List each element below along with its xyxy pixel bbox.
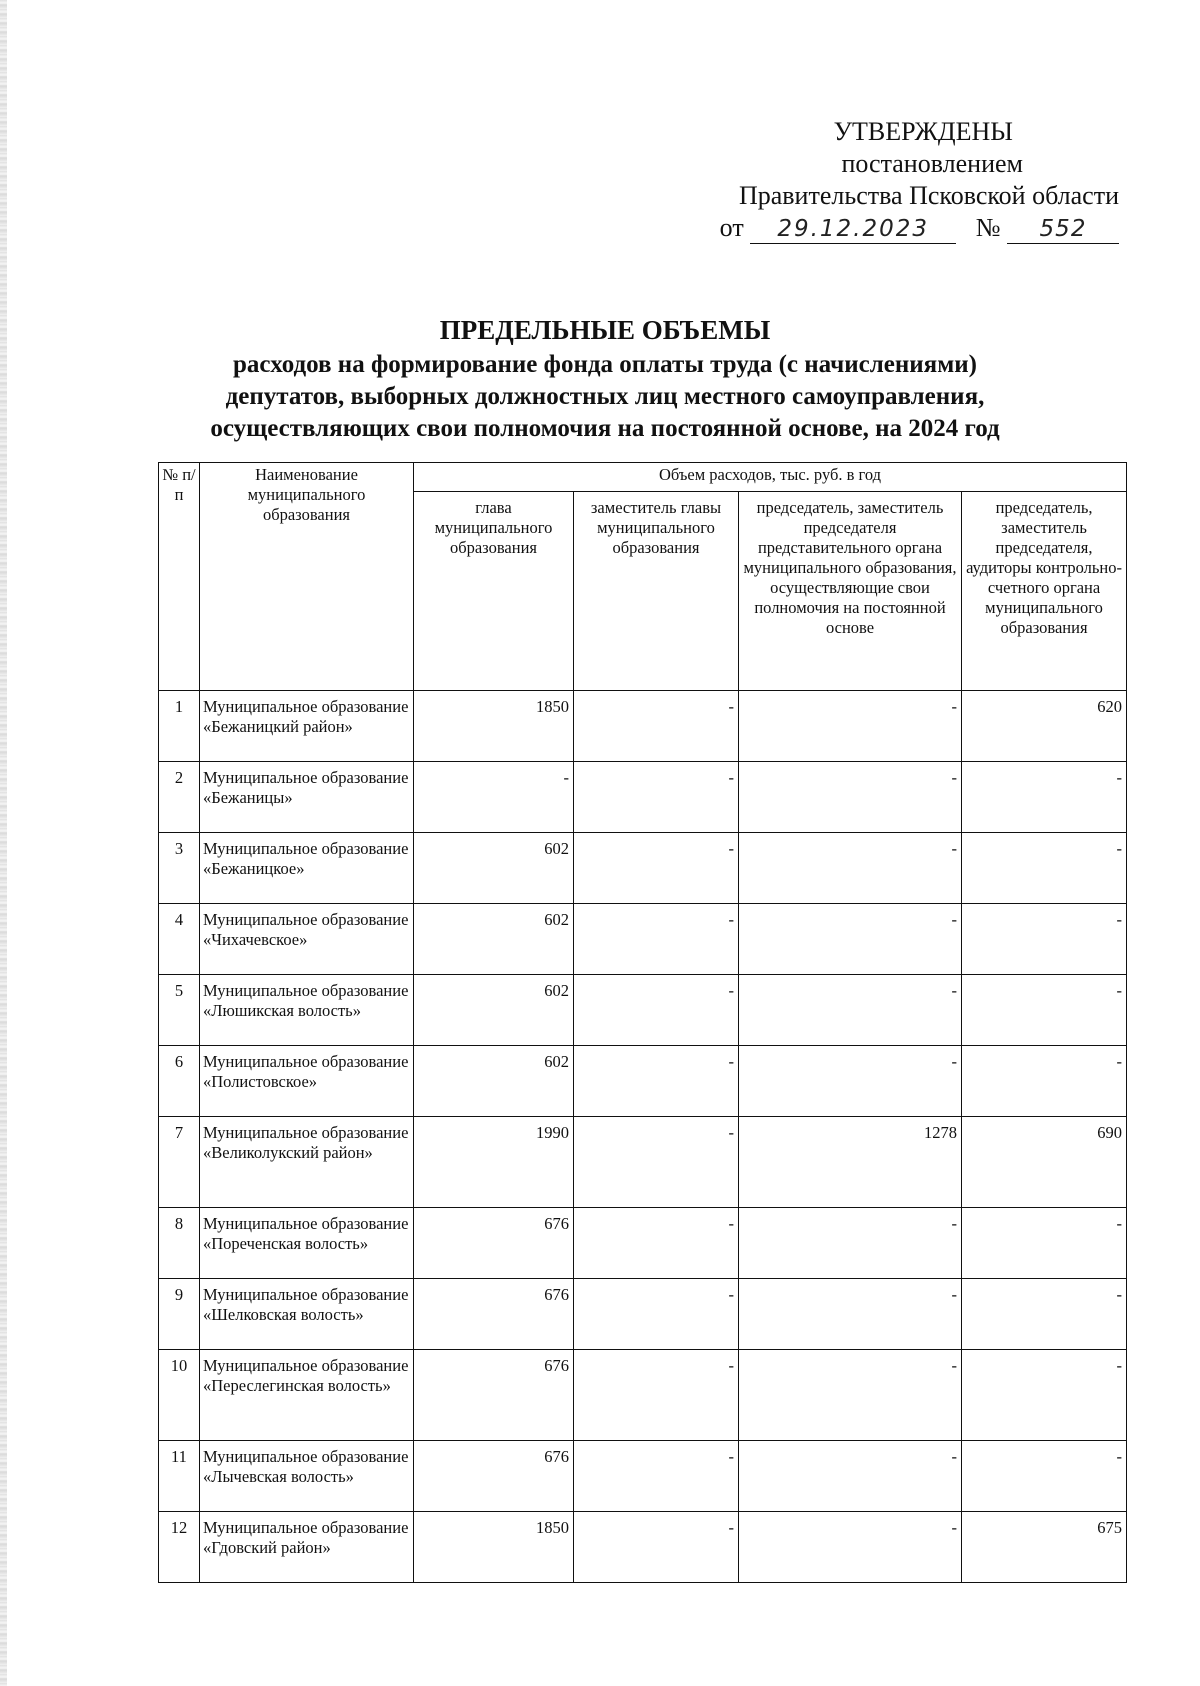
row-head-value: 1850 <box>414 1512 574 1583</box>
table-row <box>159 1117 1127 1208</box>
row-deputy-value: - <box>574 1279 739 1350</box>
row-num: 10 <box>159 1350 200 1441</box>
row-num: 12 <box>159 1512 200 1583</box>
row-council-value: - <box>739 691 962 762</box>
row-council-value: - <box>739 1208 962 1279</box>
header-col-head: глава муниципального образования <box>414 492 574 691</box>
scan-edge <box>0 0 7 1686</box>
row-audit-value: - <box>962 904 1127 975</box>
limits-table <box>158 462 1127 1583</box>
row-head-value: 1990 <box>414 1117 574 1208</box>
heading-main: ПРЕДЕЛЬНЫЕ ОБЪЕМЫ <box>439 315 771 345</box>
row-num: 5 <box>159 975 200 1046</box>
row-name: Муниципальное образование «Люшикская волость» <box>200 975 414 1046</box>
row-name: Муниципальное образование «Бежаницкий район» <box>200 691 414 762</box>
row-head-value: 1850 <box>414 691 574 762</box>
row-name: Муниципальное образование «Шелковская волость» <box>200 1279 414 1350</box>
row-num: 7 <box>159 1117 200 1208</box>
row-audit-value: 620 <box>962 691 1127 762</box>
header-col-deputy: заместитель главы муниципального образования <box>574 492 739 691</box>
row-num: 1 <box>159 691 200 762</box>
approval-number: 552 <box>1007 215 1119 244</box>
row-num: 4 <box>159 904 200 975</box>
row-deputy-value: - <box>574 1046 739 1117</box>
row-name: Муниципальное образование «Бежаницкое» <box>200 833 414 904</box>
table-row <box>159 904 1127 975</box>
row-council-value: - <box>739 1279 962 1350</box>
row-deputy-value: - <box>574 1512 739 1583</box>
header-num: № п/п <box>159 463 200 691</box>
row-audit-value: - <box>962 1208 1127 1279</box>
row-num: 3 <box>159 833 200 904</box>
row-num: 6 <box>159 1046 200 1117</box>
row-head-value: 676 <box>414 1441 574 1512</box>
row-deputy-value: - <box>574 1350 739 1441</box>
heading-line-1: расходов на формирование фонда оплаты труда (с начислениями) <box>233 351 977 378</box>
heading-line-3: осуществляющих свои полномочия на постоянной основе, на 2024 год <box>210 415 1000 442</box>
row-num: 9 <box>159 1279 200 1350</box>
row-num: 8 <box>159 1208 200 1279</box>
heading-line-2: депутатов, выборных должностных лиц местного самоуправления, <box>225 383 985 410</box>
date-prefix: от <box>719 213 744 242</box>
row-name: Муниципальное образование «Полистовское» <box>200 1046 414 1117</box>
approval-authority: Правительства Псковской области <box>738 181 1119 210</box>
row-head-value: - <box>414 762 574 833</box>
row-name: Муниципальное образование «Великолукский район» <box>200 1117 414 1208</box>
table-row <box>159 1279 1127 1350</box>
row-audit-value: - <box>962 975 1127 1046</box>
approval-title: УТВЕРЖДЕНЫ <box>833 117 1013 146</box>
row-head-value: 602 <box>414 904 574 975</box>
row-audit-value: 675 <box>962 1512 1127 1583</box>
row-name: Муниципальное образование «Переслегинская волость» <box>200 1350 414 1441</box>
header-col-audit: председатель, заместитель председателя, аудиторы контрольно-счетного органа муниципального образования <box>962 492 1127 691</box>
row-name: Муниципальное образование «Гдовский район» <box>200 1512 414 1583</box>
row-council-value: - <box>739 762 962 833</box>
row-name: Муниципальное образование «Лычевская волость» <box>200 1441 414 1512</box>
table-row <box>159 975 1127 1046</box>
row-council-value: - <box>739 1512 962 1583</box>
header-name: Наименование муниципального образования <box>200 463 414 691</box>
table-row <box>159 1441 1127 1512</box>
table-row <box>159 1208 1127 1279</box>
table-row <box>159 1350 1127 1441</box>
row-deputy-value: - <box>574 691 739 762</box>
row-head-value: 676 <box>414 1208 574 1279</box>
approval-block <box>619 116 1119 244</box>
row-council-value: 1278 <box>739 1117 962 1208</box>
row-deputy-value: - <box>574 1117 739 1208</box>
row-council-value: - <box>739 833 962 904</box>
row-deputy-value: - <box>574 762 739 833</box>
row-audit-value: - <box>962 762 1127 833</box>
approval-subtitle: постановлением <box>841 149 1023 178</box>
row-name: Муниципальное образование «Чихачевское» <box>200 904 414 975</box>
table-row <box>159 1512 1127 1583</box>
table-row <box>159 691 1127 762</box>
header-col-council: председатель, заместитель председателя представительного органа муниципального образования, осуществляющие свои полномочия на постоянной основе <box>739 492 962 691</box>
row-head-value: 676 <box>414 1350 574 1441</box>
table-row <box>159 1046 1127 1117</box>
document-heading <box>150 314 1060 445</box>
row-deputy-value: - <box>574 1441 739 1512</box>
row-name: Муниципальное образование «Пореченская волость» <box>200 1208 414 1279</box>
row-audit-value: 690 <box>962 1117 1127 1208</box>
approval-reference <box>619 212 1119 244</box>
row-head-value: 602 <box>414 975 574 1046</box>
row-audit-value: - <box>962 1350 1127 1441</box>
header-volume: Объем расходов, тыс. руб. в год <box>414 463 1127 492</box>
row-head-value: 602 <box>414 1046 574 1117</box>
row-audit-value: - <box>962 833 1127 904</box>
row-deputy-value: - <box>574 975 739 1046</box>
row-num: 2 <box>159 762 200 833</box>
row-council-value: - <box>739 1441 962 1512</box>
row-head-value: 602 <box>414 833 574 904</box>
row-name: Муниципальное образование «Бежаницы» <box>200 762 414 833</box>
table-row <box>159 833 1127 904</box>
row-head-value: 676 <box>414 1279 574 1350</box>
approval-date: 29.12.2023 <box>750 215 956 244</box>
row-council-value: - <box>739 975 962 1046</box>
row-audit-value: - <box>962 1046 1127 1117</box>
row-audit-value: - <box>962 1279 1127 1350</box>
table-row <box>159 762 1127 833</box>
row-deputy-value: - <box>574 904 739 975</box>
row-num: 11 <box>159 1441 200 1512</box>
row-deputy-value: - <box>574 1208 739 1279</box>
row-council-value: - <box>739 1046 962 1117</box>
number-prefix: № <box>975 213 1001 242</box>
row-council-value: - <box>739 904 962 975</box>
row-audit-value: - <box>962 1441 1127 1512</box>
row-deputy-value: - <box>574 833 739 904</box>
row-council-value: - <box>739 1350 962 1441</box>
